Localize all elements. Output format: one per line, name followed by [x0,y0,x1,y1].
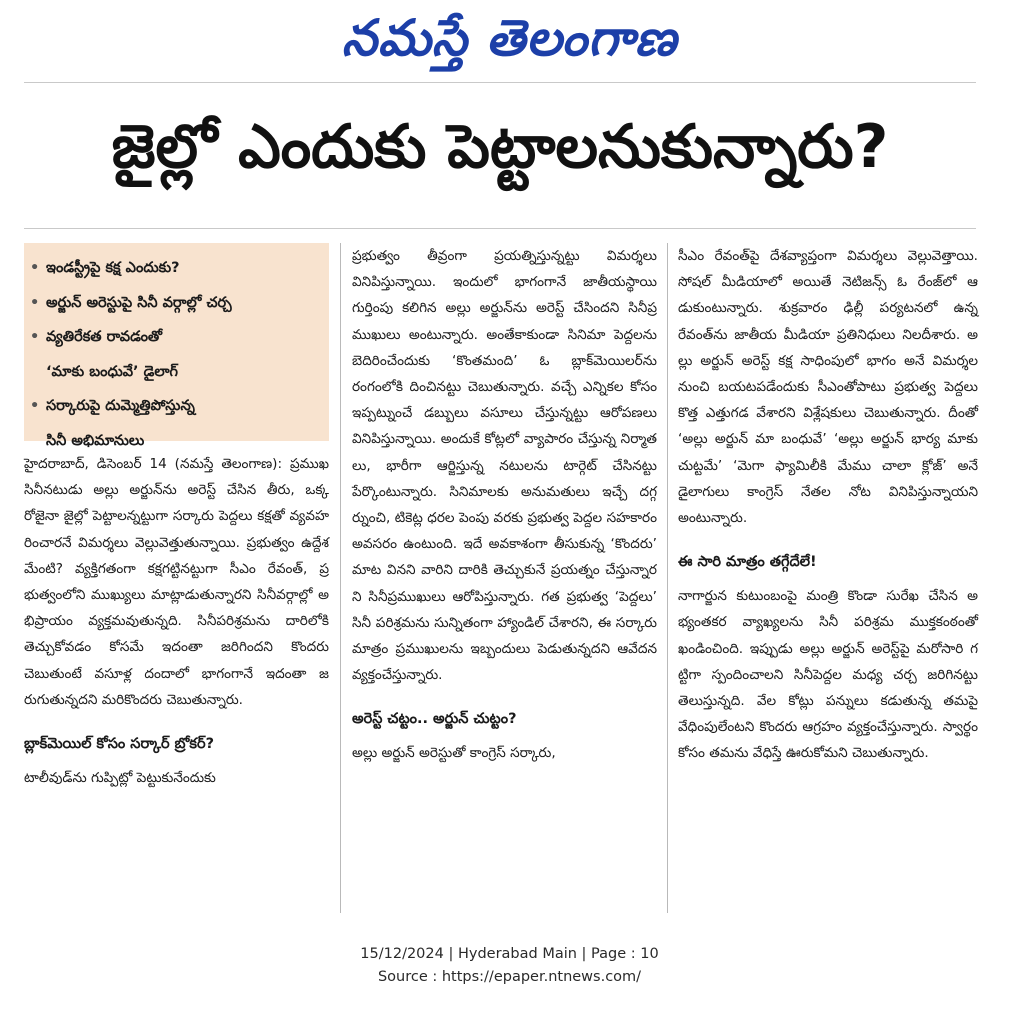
highlight-item: • అర్జున్ అరెస్టుపై సినీ వర్గాల్లో చర్చ [30,286,323,321]
article-column-2 [352,243,657,767]
column-divider [340,243,341,913]
headline-divider [24,228,976,229]
article-paragraph: అల్లు అర్జున్ అరెస్టుతో కాంగ్రెస్ సర్కారు, [352,745,556,762]
article-paragraph: సీఎం రేవంత్‌పై దేశవ్యాప్తంగా విమర్శలు వెల్లువెత్తాయి. సోషల్ మీడియాలో అయితే నెటిజన్స్ ఓ రేంజ్‌లో ఆడుకుంటున్నారు. శుక్రవారం ఢిల్లీ పర్యటనలో ఉన్న రేవంత్‌ను జాతీయ మీడియా ప్రతినిధులు నిలదీశారు. అల్లు అర్జున్ అరెస్ట్ కక్ష సాధింపులో భాగం అనే విమర్శల నుంచి బయటపడేందుకు సీఎంతోపాటు ప్రభుత్వ పెద్దలు కొత్త ఎత్తుగడ వేశారని విశ్లేషకులు చెబుతున్నారు. దీంతో ‘అల్లు అర్జున్ మా బంధువే’ ‘అల్లు అర్జున్ భార్య మాకు చుట్టమే’ ‘మెగా ఫ్యామిలీకి మేము చాలా క్లోజ్’ అనే డైలాగులు కాంగ్రెస్ నేతల నోట వినిపిస్తున్నాయని అంటున్నారు. [678,248,978,527]
bullet-icon: • [30,329,40,345]
highlights-box [24,243,329,449]
highlight-item: • సర్కారుపై దుమ్మెత్తిపోస్తున్న [30,389,323,424]
masthead-divider [24,82,976,83]
subheading: ఈ సారి మాత్రం తగ్గేదేలే! [678,554,817,571]
article-paragraph: హైదరాబాద్, డిసెంబర్ 14 (నమస్తే తెలంగాణ): ప్రముఖ సినీనటుడు అల్లు అర్జున్‌ను అరెస్ట్ చేసిన తీరు, ఒక్క రోజైనా జైల్లో పెట్టాలన్నట్టుగా సర్కారు పెద్దలు కక్షతో వ్యవహరించారనే విమర్శలు వెల్లువెత్తుతున్నాయి. ప్రభుత్వం ఉద్దేశమేంటి? వ్యక్తిగతంగా కక్షగట్టినట్టుగా సీఎం రేవంత్, ప్రభుత్వంలోని ముఖ్యులు మాట్లాడుతున్నారని సినీవర్గాల్లో అభిప్రాయం వ్యక్తమవుతున్నది. సినీపరిశ్రమను దారిలోకి తెచ్చుకోవడం కోసమే ఇదంతా జరిగిందని కొందరు చెబుతుంటే వసూళ్ల దందాలో భాగంగానే ఇదంతా జరుగుతున్నదని మరికొందరు చెబుతున్నారు. [24,456,329,708]
highlight-item-continued: ‘మాకు బంధువే’ డైలాగ్ [46,363,178,380]
bullet-icon: • [30,398,40,414]
highlight-item: • వ్యతిరేకత రావడంతో [30,320,323,355]
masthead-logo: నమస్తే తెలంగాణ [341,8,678,67]
subheading: బ్లాక్‌మెయిల్ కోసం సర్కార్ బ్రోకర్? [24,736,214,753]
bullet-icon: • [30,260,40,276]
article-column-3 [678,243,978,767]
column-divider [667,243,668,913]
subheading: అరెస్ట్ చట్టం.. అర్జున్ చుట్టం? [352,711,517,728]
footer-source: Source : https://epaper.ntnews.com/ [377,969,642,985]
highlight-item-continued: సినీ అభిమానులు [46,432,145,449]
highlight-item: • ఇండస్ట్రీపై కక్ష ఎందుకు? [30,251,323,286]
article-paragraph: నాగార్జున కుటుంబంపై మంత్రి కొండా సురేఖ చేసిన అభ్యంతకర వ్యాఖ్యలను సినీ పరిశ్రమ ముక్తకంఠంతో ఖండించింది. ఇప్పుడు అల్లు అర్జున్ అరెస్ట్‌పై మరోసారి గట్టిగా స్పందించాలని సినీపెద్దల మధ్య చర్చ జరిగినట్టు తెలుస్తున్నది. వేల కోట్లు పన్నులు కడుతున్న తమపై వేధింపులేంటని కొందరు ఆగ్రహం వ్యక్తంచేస్తున్నారు. స్వార్థం కోసం తమను వేధిస్తే ఊరుకోమని చెబుతున్నారు. [678,588,978,762]
article-paragraph: ప్రభుత్వం తీవ్రంగా ప్రయత్నిస్తున్నట్టు విమర్శలు వినిపిస్తున్నాయి. ఇందులో భాగంగానే జాతీయస్థాయి గుర్తింపు కలిగిన అల్లు అర్జున్‌ను అరెస్ట్ చేసిందని సినీప్రముఖులు అంటున్నారు. అంతేకాకుండా సినిమా పెద్దలను బెదిరించేందుకు ‘కొంతమంది’ ఓ బ్లాక్‌మెయిలర్‌ను రంగంలోకి దించినట్టు చెబుతున్నారు. వచ్చే ఎన్నికల కోసం ఇప్పట్నుంచే డబ్బులు వసూలు చేస్తున్నట్టు ఆరోపణలు వినిపిస్తున్నాయి. అందుకే కోట్లలో వ్యాపారం చేస్తున్న నిర్మాతలు, భారీగా ఆర్జిస్తున్న నటులను టార్గెట్ చేసినట్టు పేర్కొంటున్నారు. సినిమాలకు అనుమతులు ఇచ్చే దగ్గర్నుంచి, టికెట్ల ధరల పెంపు వరకు ప్రభుత్వ పెద్దల సహకారం అవసరం ఉంటుంది. ఇదే అవకాశంగా తీసుకున్న ‘కొందరు’ మాట వినని వారిని దారికి తెచ్చుకునే ప్రయత్నం చేస్తున్నారని సినీప్రముఖులు ఆరోపిస్తున్నారు. గత ప్రభుత్వ ‘పెద్దలు’ సినీ పరిశ్రమను సున్నితంగా హ్యాండిల్ చేశారని, ఈ సర్కారు మాత్రం ప్రముఖులను ఇబ్బందులు పెడుతున్నదని ఆవేదన వ్యక్తంచేస్తున్నారు. [352,248,657,684]
article-column-1 [24,243,329,791]
article-paragraph: టాలీవుడ్‌ను గుప్పిట్లో పెట్టుకునేందుకు [24,770,216,787]
headline: జైల్లో ఎందుకు పెట్టాలనుకున్నారు? [111,112,889,182]
bullet-icon: • [30,294,40,311]
footer-date-edition: 15/12/2024 | Hyderabad Main | Page : 10 [360,946,659,962]
